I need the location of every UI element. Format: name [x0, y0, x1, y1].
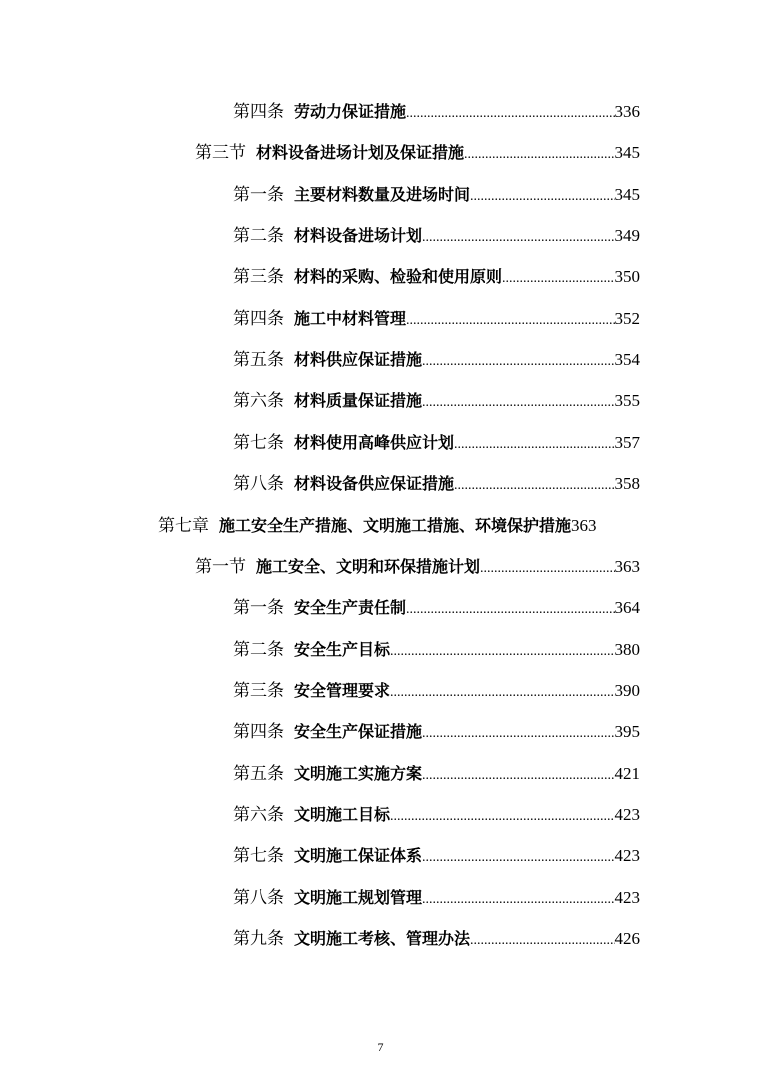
- toc-entry[interactable]: [233, 759, 640, 785]
- toc-entry[interactable]: [233, 304, 640, 330]
- dot-leader: [406, 313, 614, 329]
- toc-entry[interactable]: [158, 511, 597, 537]
- entry-page: 364: [614, 598, 640, 618]
- toc-entry[interactable]: [233, 800, 640, 826]
- entry-title: 安全生产目标: [294, 639, 391, 659]
- entry-page: 336: [614, 102, 640, 121]
- entry-page: 357: [614, 432, 640, 452]
- entry-page: 395: [614, 722, 640, 742]
- dot-leader: [422, 395, 614, 411]
- entry-number: 第三条: [233, 680, 284, 701]
- dot-leader: [502, 271, 614, 287]
- page-number: 7: [377, 1040, 384, 1054]
- entry-page: 423: [614, 887, 640, 907]
- dot-leader: [422, 850, 614, 866]
- toc-entry[interactable]: [233, 717, 640, 743]
- dot-leader: [480, 561, 614, 577]
- dot-leader: [422, 892, 614, 908]
- entry-page: 358: [614, 474, 640, 494]
- entry-title: 材料供应保证措施: [294, 350, 423, 370]
- toc-entry[interactable]: [233, 180, 640, 206]
- entry-page: 350: [614, 267, 640, 287]
- dot-leader: [454, 478, 614, 494]
- toc-entry[interactable]: [233, 345, 640, 371]
- dot-leader: [390, 685, 614, 701]
- entry-number: 第二条: [233, 226, 284, 247]
- toc-entry[interactable]: [195, 552, 640, 578]
- entry-page: 355: [614, 391, 640, 411]
- entry-number: 第四条: [233, 102, 284, 122]
- entry-number: 第二条: [233, 639, 284, 660]
- toc-entry[interactable]: [233, 469, 640, 495]
- toc-entry[interactable]: [233, 97, 640, 123]
- entry-number: 第三条: [233, 267, 284, 288]
- entry-title: 材料质量保证措施: [294, 391, 423, 411]
- entry-page: 352: [614, 308, 640, 328]
- dot-leader: [470, 933, 614, 949]
- toc-entry[interactable]: [233, 386, 640, 412]
- entry-title: 施工中材料管理: [294, 308, 407, 328]
- toc-entry[interactable]: [233, 593, 640, 619]
- entry-number: 第四条: [233, 722, 284, 743]
- dot-leader: [422, 354, 614, 370]
- entry-title: 材料设备进场计划: [294, 226, 423, 246]
- dot-leader: [464, 147, 614, 163]
- entry-page: 349: [614, 226, 640, 246]
- entry-title: 施工安全生产措施、文明施工措施、环境保护措施: [219, 515, 572, 535]
- entry-title: 材料设备供应保证措施: [294, 474, 455, 494]
- entry-number: 第五条: [233, 350, 284, 371]
- entry-number: 第四条: [233, 308, 284, 329]
- toc-entry[interactable]: [233, 841, 640, 867]
- toc-entry[interactable]: [233, 262, 640, 288]
- dot-leader: [406, 106, 614, 122]
- entry-number: 第九条: [233, 929, 284, 949]
- entry-number: 第六条: [233, 391, 284, 412]
- entry-number: 第八条: [233, 887, 284, 908]
- entry-number: 第五条: [233, 763, 284, 784]
- toc-entry[interactable]: [233, 221, 640, 247]
- entry-page: 380: [614, 639, 640, 659]
- entry-title: 文明施工规划管理: [294, 887, 423, 907]
- entry-title: 文明施工考核、管理办法: [294, 929, 471, 948]
- entry-title: 安全管理要求: [294, 680, 391, 700]
- entry-title: 文明施工目标: [294, 804, 391, 824]
- toc-entry[interactable]: [233, 924, 640, 950]
- toc-entry[interactable]: [233, 428, 640, 454]
- dot-leader: [390, 809, 614, 825]
- dot-leader: [422, 726, 614, 742]
- dot-leader: [422, 230, 614, 246]
- entry-number: 第七条: [233, 846, 284, 867]
- entry-number: 第一条: [233, 184, 284, 205]
- toc-entry[interactable]: [195, 138, 640, 164]
- entry-number: 第七条: [233, 432, 284, 453]
- entry-page: 345: [614, 184, 640, 204]
- entry-page: 426: [614, 929, 640, 948]
- entry-number: 第七章: [158, 515, 209, 536]
- dot-leader: [406, 602, 614, 618]
- entry-number: 第三节: [195, 143, 246, 164]
- entry-number: 第一节: [195, 556, 246, 577]
- entry-page: 421: [614, 763, 640, 783]
- entry-title: 材料使用高峰供应计划: [294, 432, 455, 452]
- entry-title: 文明施工实施方案: [294, 763, 423, 783]
- entry-title: 文明施工保证体系: [294, 846, 423, 866]
- dot-leader: [454, 437, 614, 453]
- entry-page: 390: [614, 680, 640, 700]
- entry-title: 主要材料数量及进场时间: [294, 184, 471, 204]
- entry-page: 363: [614, 556, 640, 576]
- dot-leader: [390, 644, 614, 660]
- entry-number: 第六条: [233, 804, 284, 825]
- entry-title: 材料的采购、检验和使用原则: [294, 267, 503, 287]
- dot-leader: [422, 768, 614, 784]
- entry-title: 材料设备进场计划及保证措施: [256, 143, 465, 163]
- dot-leader: [470, 189, 614, 205]
- entry-page: 363: [571, 515, 597, 535]
- entry-title: 安全生产责任制: [294, 598, 407, 618]
- entry-title: 劳动力保证措施: [294, 102, 407, 121]
- entry-page: 423: [614, 846, 640, 866]
- toc-entry[interactable]: [233, 635, 640, 661]
- entry-number: 第一条: [233, 598, 284, 619]
- entry-page: 345: [614, 143, 640, 163]
- entry-title: 施工安全、文明和环保措施计划: [256, 556, 481, 576]
- toc-entry[interactable]: [233, 676, 640, 702]
- entry-number: 第八条: [233, 474, 284, 495]
- entry-page: 354: [614, 350, 640, 370]
- entry-page: 423: [614, 804, 640, 824]
- entry-title: 安全生产保证措施: [294, 722, 423, 742]
- toc-entry[interactable]: [233, 883, 640, 909]
